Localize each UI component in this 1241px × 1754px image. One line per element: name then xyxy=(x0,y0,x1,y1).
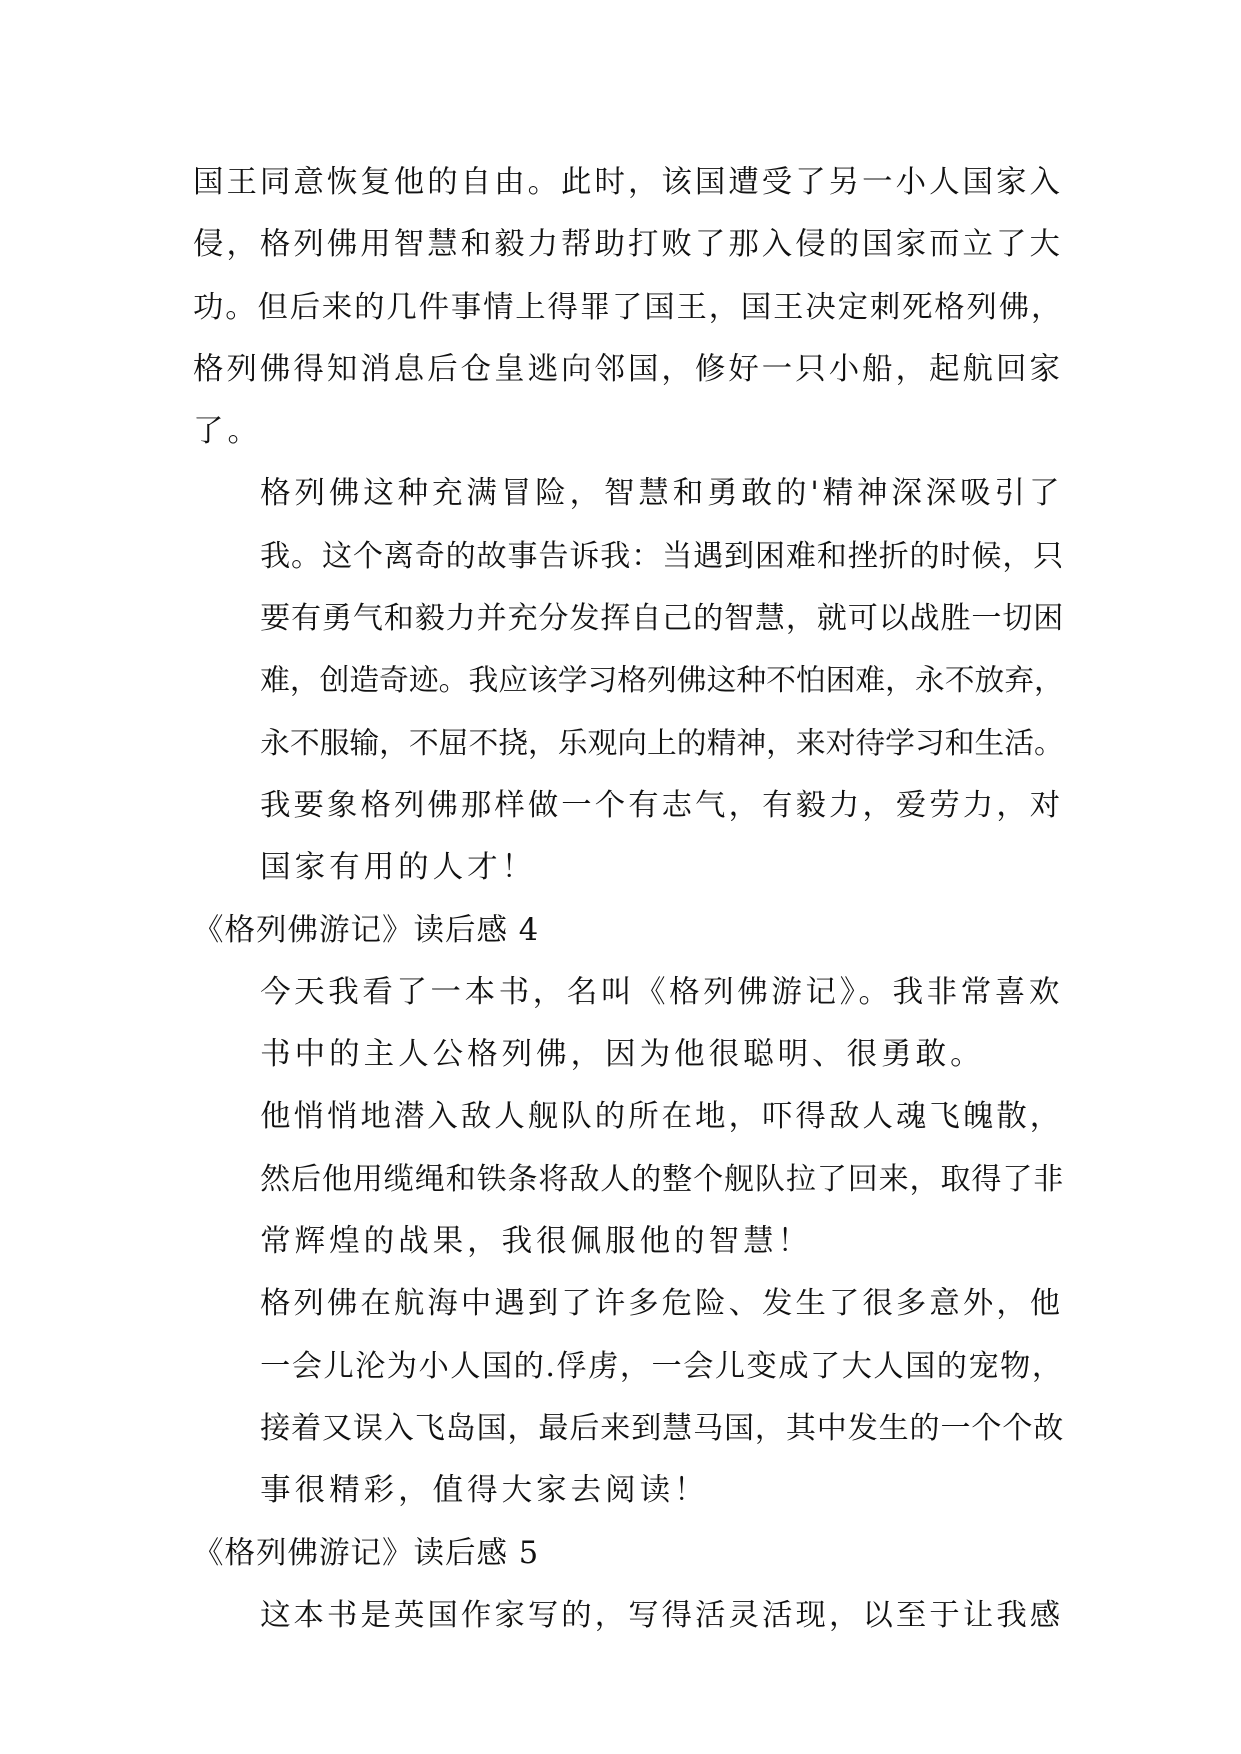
paragraph xyxy=(193,1086,1063,1273)
text-line: 这本书是英国作家写的，写得活灵活现，以至于让我感 xyxy=(260,1597,1064,1633)
paragraph xyxy=(193,1585,1063,1647)
paragraph xyxy=(193,463,1063,774)
section-heading: 《格列佛游记》读后感 5 xyxy=(193,1535,540,1571)
paragraph xyxy=(193,152,1063,463)
text-line: 事很精彩，值得大家去阅读！ xyxy=(260,1473,709,1509)
text-line: 一会儿沦为小人国的.俘虏，一会儿变成了大人国的宠物， xyxy=(260,1348,1064,1384)
text-line: 格列佛得知消息后仓皇逃向邻国，修好一只小船，起航回家 xyxy=(193,351,1063,387)
text-line: 国王同意恢复他的自由。此时，该国遭受了另一小人国家入 xyxy=(193,165,1063,200)
paragraph xyxy=(193,775,1063,900)
text-line: 他悄悄地潜入敌人舰队的所在地，吓得敌人魂飞魄散， xyxy=(260,1099,1064,1135)
text-line: 国家有用的人才！ xyxy=(260,850,537,886)
paragraph xyxy=(193,1273,1063,1522)
text-line: 功。但后来的几件事情上得罪了国王，国王决定刺死格列佛， xyxy=(193,289,1064,325)
text-line: 难，创造奇迹。我应该学习格列佛这种不怕困难，永不放弃， xyxy=(260,663,1064,699)
text-line: 然后他用缆绳和铁条将敌人的整个舰队拉了回来，取得了非 xyxy=(260,1161,1065,1197)
text-line: 常辉煌的战果，我很佩服他的智慧！ xyxy=(260,1224,813,1260)
text-line: 永不服输，不屈不挠，乐观向上的精神，来对待学习和生活。 xyxy=(260,725,1064,761)
text-line: 接着又误入飞岛国，最后来到慧马国，其中发生的一个个故 xyxy=(260,1410,1065,1446)
text-line: 格列佛这种充满冒险，智慧和勇敢的'精神深深吸引了 xyxy=(260,476,1064,512)
document-body xyxy=(193,152,1063,1647)
text-line: 格列佛在航海中遇到了许多危险、发生了很多意外，他 xyxy=(260,1286,1064,1322)
text-line: 要有勇气和毅力并充分发挥自己的智慧，就可以战胜一切困 xyxy=(260,601,1065,637)
text-line: 我。这个离奇的故事告诉我：当遇到困难和挫折的时候，只 xyxy=(260,538,1065,574)
paragraph xyxy=(193,962,1063,1087)
text-line: 我要象格列佛那样做一个有志气，有毅力，爱劳力，对 xyxy=(260,787,1064,823)
section-heading: 《格列佛游记》读后感 4 xyxy=(193,912,540,948)
text-line: 侵，格列佛用智慧和毅力帮助打败了那入侵的国家而立了大 xyxy=(193,227,1063,263)
text-line: 今天我看了一本书，名叫《格列佛游记》。我非常喜欢 xyxy=(260,974,1064,1010)
text-line: 了。 xyxy=(193,414,262,450)
text-line: 书中的主人公格列佛，因为他很聪明、很勇敢。 xyxy=(260,1037,985,1073)
